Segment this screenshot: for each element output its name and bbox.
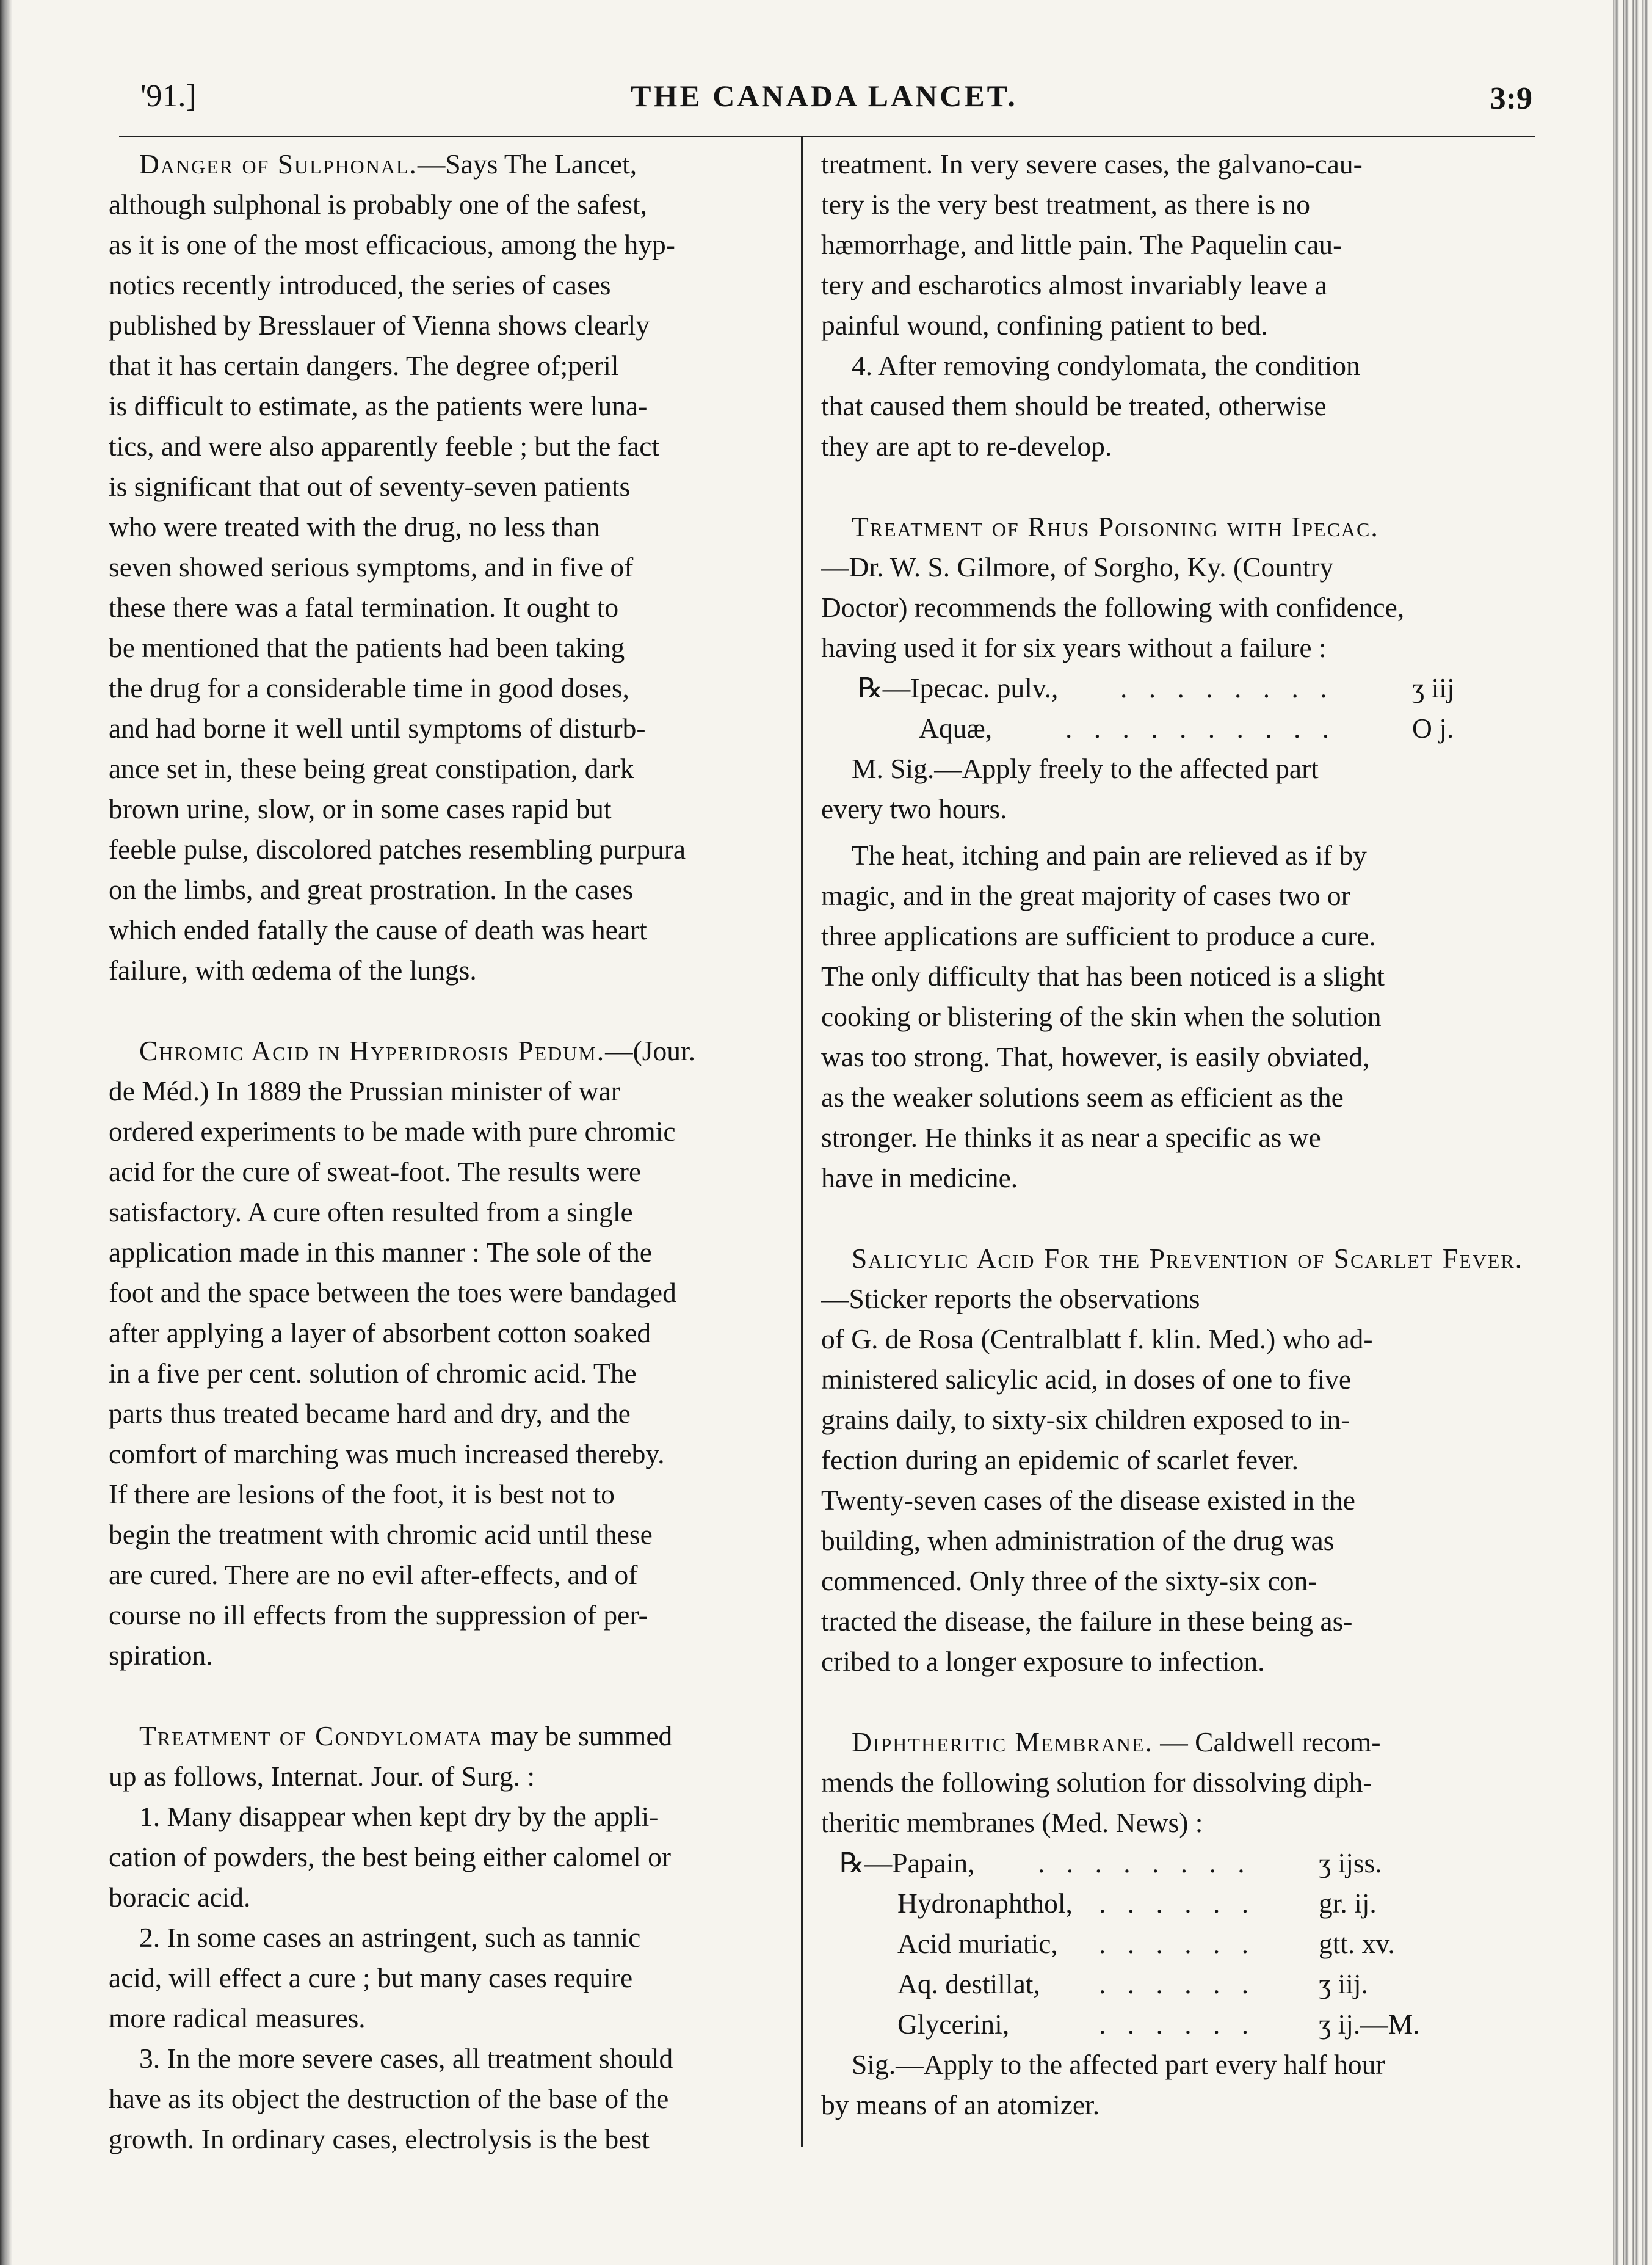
- text-line: tics, and were also apparently feeble ; but the fact: [109, 431, 660, 462]
- right-column: [821, 144, 1523, 2125]
- prescription-dose: O j.: [1412, 713, 1454, 744]
- prescription-dose: gtt. xv.: [1319, 1928, 1395, 1959]
- text-line: foot and the space between the toes were bandaged: [109, 1277, 676, 1308]
- text-line: grains daily, to sixty-six children exposed to in-: [821, 1404, 1350, 1435]
- text-line: — Caldwell recom-: [1153, 1726, 1381, 1758]
- article-sulphonal: [109, 144, 780, 991]
- text-line: 2. In some cases an astringent, such as tannic: [139, 1922, 641, 1953]
- text-line: cribed to a longer exposure to infection.: [821, 1646, 1265, 1677]
- text-line: 3. In the more severe cases, all treatment should: [139, 2043, 673, 2074]
- header-year: '91.]: [140, 79, 197, 114]
- journal-title: THE CANADA LANCET.: [631, 79, 1018, 113]
- text-line: Sig.—Apply to the affected part every half hour: [852, 2049, 1385, 2080]
- text-line: by means of an atomizer.: [821, 2089, 1100, 2120]
- text-line: hæmorrhage, and little pain. The Paquelin cau-: [821, 229, 1342, 260]
- article-condylomata-continued: [821, 144, 1523, 467]
- article-heading: Danger of Sulphonal.: [139, 148, 418, 180]
- article-heading: Salicylic Acid For the Prevention of Scarlet Fever.: [852, 1243, 1523, 1274]
- prescription-line: [821, 1964, 1523, 2004]
- text-line: M. Sig.—Apply freely to the affected part: [852, 753, 1319, 784]
- prescription-ingredient: Aquæ,: [919, 713, 993, 744]
- leader-dots: . . . . . . . . . .: [1065, 713, 1337, 744]
- text-line: Twenty-seven cases of the disease existed in the: [821, 1485, 1355, 1516]
- text-line: although sulphonal is probably one of the safest,: [109, 189, 648, 220]
- text-line: Doctor) recommends the following with confidence,: [821, 592, 1405, 623]
- text-line: seven showed serious symptoms, and in five of: [109, 551, 634, 583]
- text-line: is difficult to estimate, as the patients were luna-: [109, 390, 648, 421]
- text-line: that it has certain dangers. The degree of;peril: [109, 350, 619, 381]
- prescription-line: [821, 668, 1523, 708]
- text-line: notics recently introduced, the series of cases: [109, 269, 611, 300]
- prescription-line: [821, 1843, 1523, 1883]
- text-line: The heat, itching and pain are relieved as if by: [852, 840, 1367, 871]
- text-line: fection during an epidemic of scarlet fever.: [821, 1444, 1299, 1475]
- text-line: who were treated with the drug, no less than: [109, 511, 600, 542]
- prescription-line: [821, 1883, 1523, 1924]
- page-stack-edge: [1609, 0, 1652, 2265]
- leader-dots: . . . . . .: [1099, 1928, 1256, 1959]
- text-line: —Sticker reports the observations: [821, 1283, 1200, 1314]
- prescription-ingredient: Acid muriatic,: [897, 1928, 1058, 1959]
- text-line: ministered salicylic acid, in doses of one to five: [821, 1364, 1352, 1395]
- prescription-dose: ʒ ijss.: [1319, 1847, 1382, 1878]
- text-line: which ended fatally the cause of death was heart: [109, 914, 647, 945]
- article-sulphonal-first-line: [109, 144, 780, 184]
- article-rhus-poisoning: [821, 507, 1523, 1198]
- article-diphtheritic-membrane: [821, 1722, 1523, 2125]
- text-line: published by Bresslauer of Vienna shows clearly: [109, 310, 650, 341]
- text-line: tery and escharotics almost invariably leave a: [821, 269, 1327, 300]
- leader-dots: . . . . . .: [1099, 1888, 1256, 1919]
- text-line: more radical measures.: [109, 2002, 366, 2034]
- prescription-dose: ʒ ij.—M.: [1319, 2009, 1420, 2040]
- text-line: —Says The Lancet,: [417, 148, 637, 180]
- text-line: on the limbs, and great prostration. In the cases: [109, 874, 634, 905]
- article-chromic-first-line: [109, 1031, 780, 1071]
- article-chromic-acid: [109, 1031, 780, 1676]
- text-line: cooking or blistering of the skin when the solution: [821, 1001, 1382, 1032]
- text-line: magic, and in the great majority of cases two or: [821, 880, 1350, 911]
- text-line: as it is one of the most efficacious, among the hyp-: [109, 229, 675, 260]
- text-line: feeble pulse, discolored patches resembling purpura: [109, 834, 686, 865]
- text-line: mends the following solution for dissolving diph-: [821, 1767, 1372, 1798]
- text-line: three applications are sufficient to produce a cure.: [821, 920, 1376, 951]
- text-line: theritic membranes (Med. News) :: [821, 1807, 1203, 1838]
- text-line: boracic acid.: [109, 1881, 251, 1913]
- prescription-ingredient: Hydronaphthol,: [897, 1888, 1073, 1919]
- text-line: having used it for six years without a failure :: [821, 632, 1327, 663]
- text-line: of G. de Rosa (Centralblatt f. klin. Med.) who ad-: [821, 1323, 1373, 1354]
- prescription-ingredient: ℞—Ipecac. pulv.,: [858, 672, 1059, 703]
- running-head: [116, 78, 1532, 127]
- leader-dots: . . . . . . . .: [1038, 1847, 1252, 1878]
- text-line: they are apt to re-develop.: [821, 431, 1112, 462]
- text-line: satisfactory. A cure often resulted from a single: [109, 1196, 633, 1227]
- header-rule: [119, 136, 1535, 137]
- prescription-ingredient: Aq. destillat,: [897, 1968, 1040, 1999]
- text-line: brown urine, slow, or in some cases rapid but: [109, 793, 612, 824]
- text-line: after applying a layer of absorbent cotton soaked: [109, 1317, 651, 1348]
- text-line: If there are lesions of the foot, it is best not to: [109, 1478, 615, 1510]
- text-line: that caused them should be treated, otherwise: [821, 390, 1327, 421]
- prescription-line: [821, 708, 1523, 749]
- text-line: parts thus treated became hard and dry, and the: [109, 1398, 631, 1429]
- text-line: acid, will effect a cure ; but many cases require: [109, 1962, 633, 1993]
- text-line: cation of powders, the best being either calomel or: [109, 1841, 672, 1872]
- text-line: the drug for a considerable time in good doses,: [109, 672, 629, 703]
- text-line: ance set in, these being great constipation, dark: [109, 753, 634, 784]
- text-line: commenced. Only three of the sixty-six con-: [821, 1565, 1317, 1596]
- leader-dots: . . . . . .: [1099, 1968, 1256, 1999]
- article-diphtheritic-first-line: [821, 1722, 1523, 1762]
- prescription-line: [821, 1924, 1523, 1964]
- article-heading: Treatment of Condylomata: [139, 1720, 484, 1751]
- text-line: 1. Many disappear when kept dry by the appli-: [139, 1801, 659, 1832]
- text-line: treatment. In very severe cases, the galvano-cau-: [821, 148, 1363, 180]
- prescription-ingredient: ℞—Papain,: [839, 1847, 975, 1878]
- left-column: [109, 144, 780, 2159]
- text-line: painful wound, confining patient to bed.: [821, 310, 1268, 341]
- text-line: comfort of marching was much increased thereby.: [109, 1438, 665, 1469]
- text-line: tracted the disease, the failure in these being as-: [821, 1605, 1353, 1637]
- leader-dots: . . . . . . . .: [1120, 672, 1335, 703]
- page-binding-edge: [0, 0, 12, 2265]
- text-line: begin the treatment with chromic acid until these: [109, 1519, 653, 1550]
- text-line: in a five per cent. solution of chromic acid. The: [109, 1358, 637, 1389]
- text-line: stronger. He thinks it as near a specific as we: [821, 1122, 1321, 1153]
- prescription-ingredient: Glycerini,: [897, 2009, 1010, 2040]
- text-line: may be summed: [483, 1720, 673, 1751]
- text-line: de Méd.) In 1889 the Prussian minister of war: [109, 1075, 620, 1107]
- text-line: every two hours.: [821, 793, 1007, 824]
- prescription-dose: gr. ij.: [1319, 1888, 1377, 1919]
- article-heading: Diphtheritic Membrane.: [852, 1726, 1153, 1758]
- column-rule: [801, 137, 803, 2147]
- article-salicylic-first-line: [821, 1238, 1523, 1319]
- text-line: have as its object the destruction of the base of the: [109, 2083, 669, 2114]
- text-line: building, when administration of the drug was: [821, 1525, 1335, 1556]
- article-salicylic-acid: [821, 1238, 1523, 1682]
- text-line: these there was a fatal termination. It ought to: [109, 592, 619, 623]
- text-line: be mentioned that the patients had been taking: [109, 632, 625, 663]
- article-heading: Chromic Acid in Hyperidrosis Pedum.: [139, 1035, 606, 1066]
- text-line: failure, with œdema of the lungs.: [109, 954, 477, 986]
- text-line: —(Jour.: [605, 1035, 695, 1066]
- text-line: as the weaker solutions seem as efficient as the: [821, 1082, 1344, 1113]
- text-line: are cured. There are no evil after-effects, and of: [109, 1559, 638, 1590]
- text-line: have in medicine.: [821, 1162, 1018, 1193]
- text-line: ordered experiments to be made with pure chromic: [109, 1116, 676, 1147]
- text-line: was too strong. That, however, is easily obviated,: [821, 1041, 1370, 1072]
- text-line: application made in this manner : The sole of the: [109, 1237, 652, 1268]
- text-line: 4. After removing condylomata, the condition: [852, 350, 1360, 381]
- text-line: and had borne it well until symptoms of disturb-: [109, 713, 646, 744]
- prescription-line: [821, 2004, 1523, 2045]
- text-line: spiration.: [109, 1640, 213, 1671]
- article-condylomata-first-line: [109, 1716, 780, 1756]
- article-rhus-heading: [821, 507, 1523, 547]
- text-line: up as follows, Internat. Jour. of Surg. :: [109, 1761, 535, 1792]
- text-line: is significant that out of seventy-seven patients: [109, 471, 631, 502]
- prescription-dose: ʒ iij.: [1319, 1968, 1368, 1999]
- text-line: course no ill effects from the suppression of per-: [109, 1599, 648, 1631]
- page-number: 3:9: [1490, 81, 1532, 116]
- prescription-dose: ʒ iij: [1412, 672, 1455, 703]
- text-line: The only difficulty that has been noticed is a slight: [821, 961, 1385, 992]
- text-line: tery is the very best treatment, as there is no: [821, 189, 1311, 220]
- article-heading: Treatment of Rhus Poisoning with Ipecac.: [852, 511, 1379, 542]
- text-line: —Dr. W. S. Gilmore, of Sorgho, Ky. (Country: [821, 551, 1334, 583]
- text-line: acid for the cure of sweat-foot. The results were: [109, 1156, 642, 1187]
- leader-dots: . . . . . .: [1099, 2009, 1256, 2040]
- article-condylomata: [109, 1716, 780, 2159]
- text-line: growth. In ordinary cases, electrolysis is the best: [109, 2123, 650, 2154]
